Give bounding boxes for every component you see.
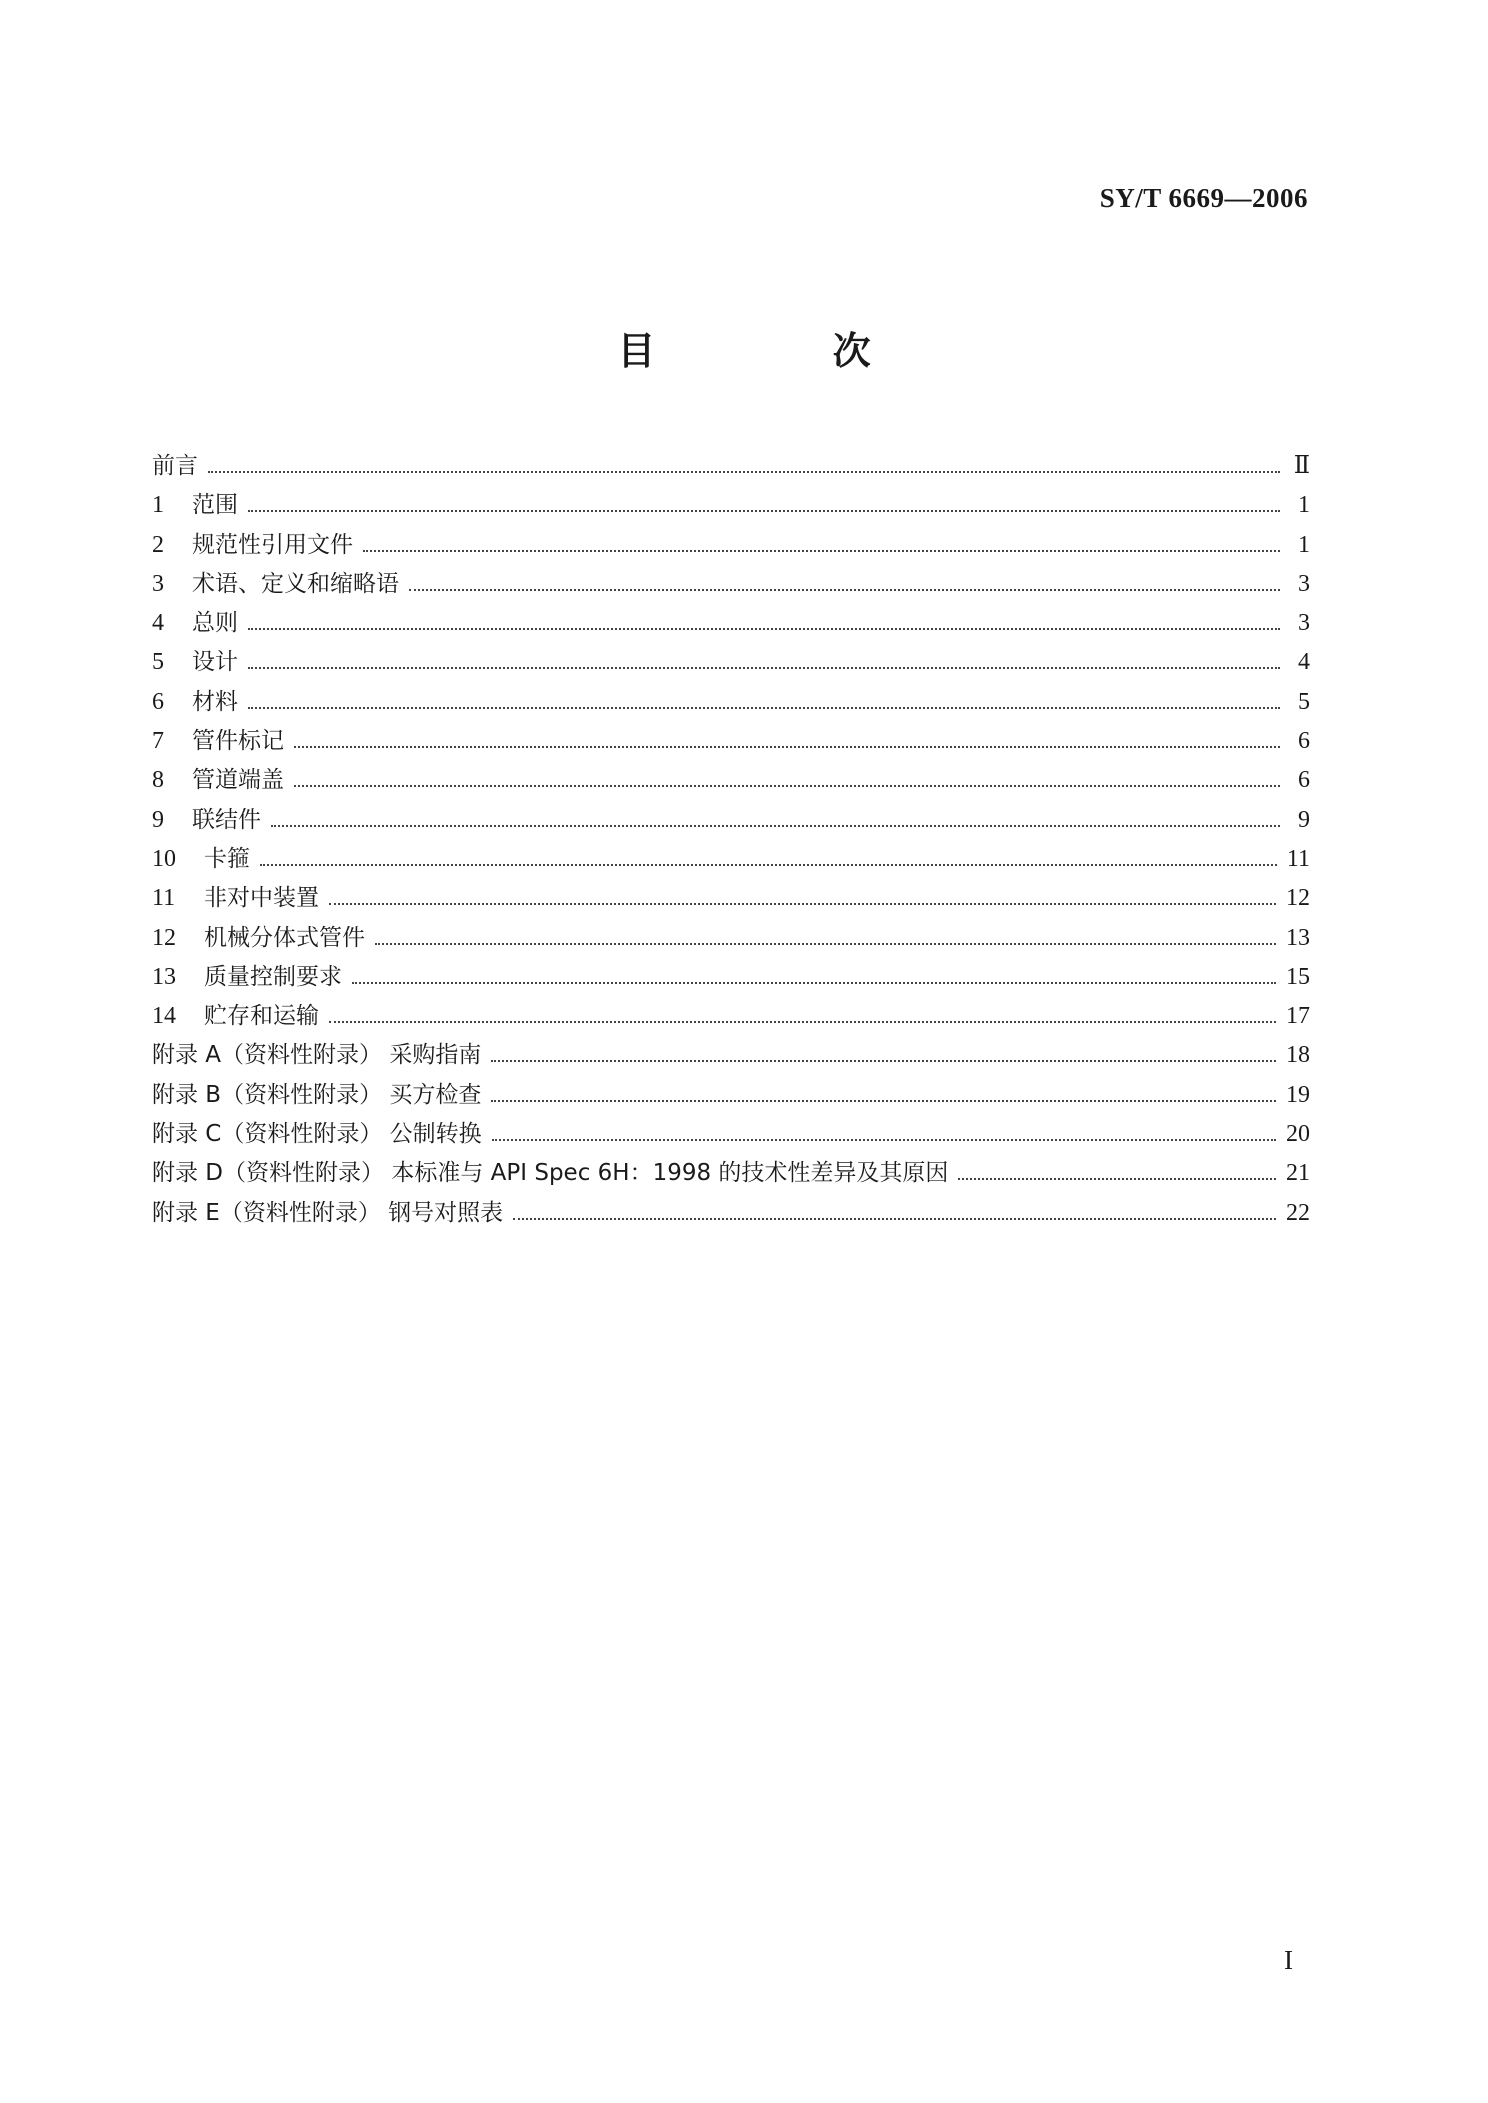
toc-entry-page: 20 (1286, 1121, 1310, 1148)
toc-entry-page: 22 (1286, 1199, 1310, 1226)
toc-dot-leader (491, 1059, 1276, 1062)
toc-entry[interactable] (152, 1154, 1310, 1193)
toc-entry[interactable] (152, 801, 1310, 840)
toc-entry-title: 规范性引用文件 (192, 531, 353, 558)
toc-entry-page: 13 (1286, 924, 1310, 951)
toc-entry[interactable] (152, 722, 1310, 761)
toc-entry-page: 6 (1298, 767, 1310, 794)
toc-dot-leader (208, 470, 1280, 473)
toc-entry[interactable] (152, 486, 1310, 525)
toc-entry-number: 10 (152, 845, 176, 872)
toc-entry-number: 1 (152, 492, 164, 519)
toc-entry[interactable] (152, 997, 1310, 1036)
toc-entry-number: 4 (152, 610, 164, 637)
toc-entry[interactable] (152, 761, 1310, 800)
toc-entry[interactable] (152, 683, 1310, 722)
toc-entry[interactable] (152, 447, 1310, 486)
toc-entry[interactable] (152, 919, 1310, 958)
toc-entry-page: 4 (1298, 649, 1310, 676)
toc-entry-title: 材料 (192, 688, 238, 715)
toc-entry-number: 8 (152, 767, 164, 794)
toc-entry-number: 14 (152, 1003, 176, 1030)
toc-entry[interactable] (152, 565, 1310, 604)
toc-entry-page: 18 (1286, 1042, 1310, 1069)
toc-dot-leader (513, 1217, 1276, 1220)
toc-title: 目 次 (617, 329, 953, 373)
toc-dot-leader (491, 1099, 1276, 1102)
toc-entry[interactable] (152, 958, 1310, 997)
toc-entry[interactable] (152, 526, 1310, 565)
toc-dot-leader (260, 863, 1277, 866)
toc-entry-number: 5 (152, 649, 164, 676)
toc-entry-page: 1 (1298, 492, 1310, 519)
toc-entry-page: 5 (1298, 688, 1310, 715)
toc-entry-title: 范围 (192, 492, 238, 519)
toc-dot-leader (409, 588, 1280, 591)
toc-entry-page: 3 (1298, 570, 1310, 597)
toc-dot-leader (958, 1177, 1276, 1180)
toc-dot-leader (248, 666, 1280, 669)
toc-entry[interactable] (152, 1194, 1310, 1233)
toc-entry[interactable] (152, 643, 1310, 682)
toc-entry-page: 15 (1286, 963, 1310, 990)
toc-entry-title: 附录 A（资料性附录） 采购指南 (152, 1042, 482, 1069)
toc-entry-number: 9 (152, 806, 164, 833)
toc-entry-title: 管道端盖 (192, 767, 284, 794)
toc-dot-leader (352, 981, 1276, 984)
toc-entry-number: 7 (152, 728, 164, 755)
page-number: I (1284, 1945, 1293, 1975)
standard-code: SY/T 6669—2006 (1099, 183, 1308, 213)
toc-entry[interactable] (152, 604, 1310, 643)
toc-entry-number: 11 (152, 885, 176, 912)
toc-dot-leader (363, 549, 1280, 552)
toc-entry-title: 设计 (192, 649, 238, 676)
toc-entry-page: 3 (1298, 610, 1310, 637)
toc-entry-title: 附录 B（资料性附录） 买方检查 (152, 1081, 482, 1108)
toc-entry-page: 17 (1286, 1003, 1310, 1030)
toc-entry-page: Ⅱ (1293, 453, 1310, 479)
toc-entry[interactable] (152, 1076, 1310, 1115)
toc-entry-title: 附录 D（资料性附录） 本标准与 API Spec 6H：1998 的技术性差异及其原因 (152, 1160, 949, 1187)
toc-entry-number: 12 (152, 924, 176, 951)
toc-entry[interactable] (152, 1115, 1310, 1154)
toc-entry-title: 术语、定义和缩略语 (192, 570, 399, 597)
toc-entry[interactable] (152, 879, 1310, 918)
toc-entry-page: 21 (1286, 1160, 1310, 1187)
toc-entry-page: 6 (1298, 728, 1310, 755)
toc-entry-number: 3 (152, 570, 164, 597)
toc-entry[interactable] (152, 840, 1310, 879)
toc-entry-page: 9 (1298, 806, 1310, 833)
toc-entry-title: 总则 (192, 610, 238, 637)
toc-dot-leader (248, 509, 1280, 512)
toc-entry-page: 19 (1286, 1081, 1310, 1108)
toc-entry-title: 联结件 (192, 806, 261, 833)
toc-dot-leader (248, 627, 1280, 630)
toc-entry-title: 贮存和运输 (204, 1003, 319, 1030)
toc-dot-leader (248, 706, 1280, 709)
toc-dot-leader (329, 902, 1276, 905)
toc-entry-number: 2 (152, 531, 164, 558)
toc-dot-leader (492, 1138, 1276, 1141)
toc-entry-page: 12 (1286, 885, 1310, 912)
table-of-contents (152, 447, 1310, 1233)
toc-entry[interactable] (152, 1036, 1310, 1075)
toc-entry-page: 11 (1286, 845, 1310, 872)
toc-entry-page: 1 (1298, 531, 1310, 558)
toc-entry-title: 质量控制要求 (204, 963, 342, 990)
toc-entry-title: 附录 C（资料性附录） 公制转换 (152, 1121, 482, 1148)
toc-entry-number: 13 (152, 963, 176, 990)
toc-dot-leader (294, 784, 1280, 787)
toc-entry-title: 非对中装置 (204, 885, 319, 912)
toc-entry-title: 附录 E（资料性附录） 钢号对照表 (152, 1199, 504, 1226)
toc-entry-title: 卡箍 (204, 845, 250, 872)
toc-dot-leader (271, 824, 1280, 827)
toc-entry-title: 机械分体式管件 (204, 924, 365, 951)
toc-dot-leader (375, 942, 1276, 945)
toc-entry-number: 6 (152, 688, 164, 715)
toc-dot-leader (294, 745, 1280, 748)
toc-dot-leader (329, 1020, 1276, 1023)
toc-entry-title: 管件标记 (192, 728, 284, 755)
toc-entry-title: 前言 (152, 453, 198, 479)
